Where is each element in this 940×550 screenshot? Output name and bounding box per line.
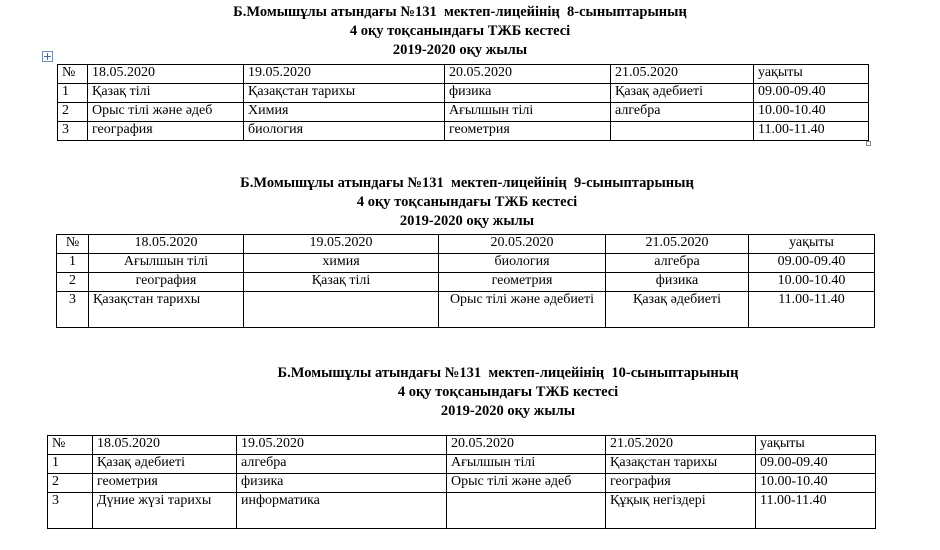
table-cell: география	[606, 474, 756, 493]
table-cell: 2	[57, 273, 89, 292]
header-cell: №	[58, 65, 88, 84]
table-cell: 2	[58, 103, 88, 122]
header-cell: 19.05.2020	[244, 65, 445, 84]
schedule-heading: 4 оқу тоқсанындағы ТЖБ кестесі	[356, 194, 578, 210]
table-row	[48, 455, 876, 474]
table-cell: 1	[57, 254, 89, 273]
table-cell: Қазақ тілі	[88, 84, 244, 103]
table-cell: Дүние жүзі тарихы	[93, 493, 237, 529]
table-row	[58, 122, 869, 141]
header-cell: №	[48, 436, 93, 455]
schedule-heading: 4 оқу тоқсанындағы ТЖБ кестесі	[397, 384, 619, 400]
table-cell: физика	[237, 474, 447, 493]
header-cell: 20.05.2020	[439, 235, 606, 254]
table-cell: 3	[58, 122, 88, 141]
table-cell: 11.00-11.40	[754, 122, 869, 141]
year-heading: 2019-2020 оқу жылы	[440, 403, 576, 419]
table-row	[58, 103, 869, 122]
header-cell: 20.05.2020	[445, 65, 611, 84]
table-cell: Ағылшын тілі	[447, 455, 606, 474]
header-cell: 19.05.2020	[244, 235, 439, 254]
table-cell: Орыс тілі және әдеб	[88, 103, 244, 122]
section-8-title	[0, 3, 930, 60]
header-cell: 21.05.2020	[606, 235, 749, 254]
table-row	[58, 84, 869, 103]
table-cell: 2	[48, 474, 93, 493]
table-cell: 11.00-11.40	[756, 493, 876, 529]
table-cell: география	[88, 122, 244, 141]
school-heading: Б.Момышұлы атындағы №131 мектеп-лицейінің 10-сыныптарының	[277, 365, 739, 381]
table-cell: 1	[58, 84, 88, 103]
header-cell: уақыты	[756, 436, 876, 455]
table-cell: 10.00-10.40	[749, 273, 875, 292]
table-row	[48, 493, 876, 529]
section-10-title	[38, 364, 940, 421]
table-cell: 1	[48, 455, 93, 474]
table-cell: биология	[439, 254, 606, 273]
table-cell: 10.00-10.40	[756, 474, 876, 493]
table-cell: 3	[48, 493, 93, 529]
header-cell: 18.05.2020	[88, 65, 244, 84]
table-cell: Қазақ әдебиеті	[611, 84, 754, 103]
table-cell: физика	[606, 273, 749, 292]
schedule-table-10	[47, 435, 876, 529]
table-cell: химия	[244, 254, 439, 273]
table-row	[48, 474, 876, 493]
table-row	[57, 273, 875, 292]
schedule-table-8	[57, 64, 869, 141]
table-cell: Химия	[244, 103, 445, 122]
header-cell: №	[57, 235, 89, 254]
table-cell: Қазақ әдебиеті	[93, 455, 237, 474]
table-cell	[611, 122, 754, 141]
table-cell: Орыс тілі және әдебиеті	[439, 292, 606, 328]
table-cell: 09.00-09.40	[754, 84, 869, 103]
table-row	[57, 292, 875, 328]
header-cell: 21.05.2020	[606, 436, 756, 455]
table-cell: алгебра	[606, 254, 749, 273]
table-cell: Қазақ әдебиеті	[606, 292, 749, 328]
header-cell: 21.05.2020	[611, 65, 754, 84]
table-cell: 10.00-10.40	[754, 103, 869, 122]
table-cell: Ағылшын тілі	[89, 254, 244, 273]
table-cell: 11.00-11.40	[749, 292, 875, 328]
table-cell: 3	[57, 292, 89, 328]
table-cell: география	[89, 273, 244, 292]
table-header-row	[48, 436, 876, 455]
table-cell: информатика	[237, 493, 447, 529]
table-cell: геометрия	[439, 273, 606, 292]
section-9-title	[0, 174, 937, 231]
table-cell: Қазақ тілі	[244, 273, 439, 292]
header-cell: 20.05.2020	[447, 436, 606, 455]
header-cell: 18.05.2020	[89, 235, 244, 254]
table-cell	[244, 292, 439, 328]
year-heading: 2019-2020 оқу жылы	[399, 213, 535, 229]
table-header-row	[58, 65, 869, 84]
school-heading: Б.Момышұлы атындағы №131 мектеп-лицейінің 8-сыныптарының	[233, 4, 687, 20]
header-cell: уақыты	[754, 65, 869, 84]
table-move-handle-icon[interactable]	[42, 51, 53, 62]
schedule-table-9	[56, 234, 875, 328]
school-heading: Б.Момышұлы атындағы №131 мектеп-лицейінің 9-сыныптарының	[240, 175, 694, 191]
table-cell: Қазақстан тарихы	[89, 292, 244, 328]
table-cell: 09.00-09.40	[756, 455, 876, 474]
table-cell: физика	[445, 84, 611, 103]
table-cell: биология	[244, 122, 445, 141]
table-row	[57, 254, 875, 273]
table-cell: Орыс тілі және әдеб	[447, 474, 606, 493]
table-cell	[447, 493, 606, 529]
table-resize-handle[interactable]	[866, 141, 871, 146]
table-cell: Ағылшын тілі	[445, 103, 611, 122]
schedule-heading: 4 оқу тоқсанындағы ТЖБ кестесі	[349, 23, 571, 39]
table-cell: Қазақстан тарихы	[244, 84, 445, 103]
header-cell: уақыты	[749, 235, 875, 254]
header-cell: 18.05.2020	[93, 436, 237, 455]
table-cell: Қазақстан тарихы	[606, 455, 756, 474]
table-cell: 09.00-09.40	[749, 254, 875, 273]
table-header-row	[57, 235, 875, 254]
table-cell: Құқық негіздері	[606, 493, 756, 529]
table-cell: геометрия	[93, 474, 237, 493]
table-cell: геометрия	[445, 122, 611, 141]
table-cell: алгебра	[237, 455, 447, 474]
table-cell: алгебра	[611, 103, 754, 122]
header-cell: 19.05.2020	[237, 436, 447, 455]
year-heading: 2019-2020 оқу жылы	[392, 42, 528, 58]
